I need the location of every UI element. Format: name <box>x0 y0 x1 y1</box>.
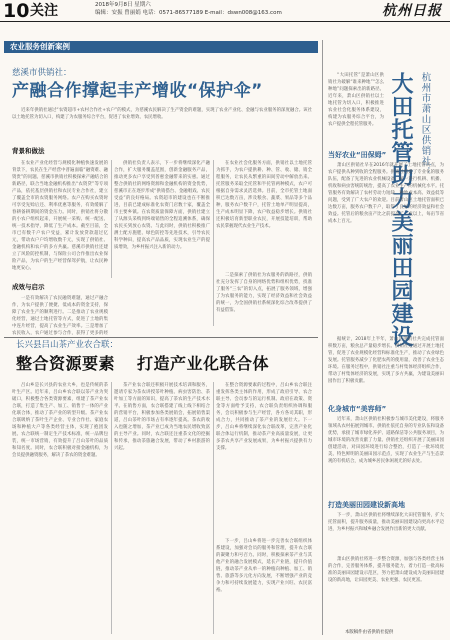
article2-col2 <box>114 382 210 634</box>
article1-subhead-results: 成效与启示 <box>12 283 45 291</box>
article3-body5-box <box>328 556 444 626</box>
article1-body2: 供销社负责人表示，下一步将继续深化产融合作，扩大服务覆盖范围，创新金融服务产品，推动更多农户享受到普惠金融带来的实惠。通过整合供销社的网络资源和金融机构的资金优势，慈溪市正在逐步形成“供销搭台、金融唱戏、农民受益”的良好格局。农资超市的建设也在不断推进，目前已建成标准化农资门店数十家，覆盖全市主要乡镇。在农资质量保障方面，供销社建立了从源头采购到终端销售的全程追溯体系，确保农民买到放心农资。与此同时，供销社积极推广测土配方施肥、绿色防控等先进技术，引导农民科学种田，提高农产品品质，实现农业生产的提质增效，为乡村振兴注入新的动力。 <box>114 161 210 250</box>
article3-body2: 据统计，2018年上半年，萧山区供销社共完成托管面积数万亩，粮食总产量稳步增长。供销社还通过开展土地托管，促进了农业规模化经营和标准化生产，推动了农业绿色发展。托管服务减少了化肥农药的使用量，改善了农业生态环境。在服务过程中，供销社注重与村集体经济组织合作，带动了村集体经济的发展，实现了多方共赢，为建设美丽田园作出了积极贡献。 <box>328 337 444 384</box>
article3-body4: 下一步，萧山区供销社将继续深化大田托管服务，扩大托管面积，提升服务质量，推动美丽田园建设向更高水平迈进，为乡村振兴和城乡融合发展作出新的更大贡献。 <box>328 513 444 532</box>
article1-subhead-background: 背景和做法 <box>12 147 45 155</box>
article3-body4-box <box>328 512 444 554</box>
article2-body2: 茶产业农合联还积极开展技术培训和服务，邀请专家为茶农讲授茶叶种植、病虫害防治、茶叶加工等方面的知识，提高了茶农的生产技术水平。在销售方面，农合联搭建了线上线下相结合的营销平台，积极参加各类展销会，拓展销售渠道，吕山茶叶的市场占有率逐年提高。茶农的收入也随之增加，茶产业已成为当地农民增收致富的主导产业。同时，农合联还注重茶文化的挖掘和传承，推动茶旅融合发展，带动了乡村旅游的兴起。 <box>114 383 210 451</box>
article2-col3-lower <box>216 538 312 634</box>
article1-body1: 在农业产业化经营与规模化种植快速发展的背景下，农民在生产经营中普遍面临“融资难、融资贵”的问题。慈溪市供销社积极探索产融结合的新路径，联合当地金融机构推出“农资贷”等专项产品，依托基层供销社和农民专业合作社，建立了覆盖全市的农资服务网络。农户在购买农资时可享受先赊后还、利率优惠等服务，有效缓解了春耕备耕期间的资金压力。同时，供销社将分散的小农户组织起来，开展统一采购、统一配送、统一技术指导，降低了生产成本。截至目前，全市已有数千户农户受益，累计发放贷款超过亿元，带动农户户均增收数千元，实现了供销社、金融机构和农户的多方共赢。慈溪市供销社还建立了风险防控机制，与保险公司合作推出农业保险产品，为农户的生产经营保驾护航，让农民种地更安心。 <box>12 161 108 271</box>
page-editor-line: 编辑：安振 曾丽娟 电话：0571-86577189 E-mail：dswn008@163.com <box>95 10 282 16</box>
page-number: 10 <box>3 0 30 22</box>
article3-body3: 近年来，萧山区供销社积极参与城市美化建设，将服务领域从农村拓展到城市。供销社依托自身的专业队伍和设备优势，承接了城市绿化养护、道路保洁等公共服务项目，为城市环境的改善贡献了力量。供销社还组织开展了美丽田园创建活动，对田园环境进行综合整治，打造了一批环境优美、特色鲜明的美丽田园示范点，实现了农业生产与生态景观的有机结合，成为城乡居民休闲观光的好去处。 <box>328 417 444 464</box>
article3-kicker: 杭州市萧山区供销社： <box>419 72 431 177</box>
article3-intro: “大田托管”是萧山区供销社为破解“谁来种地”“怎么种地”问题探索出的新路径。近年来，萧山区供销社以土地托管为切入口，积极推进农业社会化服务体系建设，构建为农服务综合平台，为农户提供全程托管服务。 <box>328 73 384 127</box>
article2-body4: 下一步，吕山乡将进一步完善农合联组织体系建设，加强对会员的服务和管理，提升农合联的凝聚力和号召力。同时，积极探索茶产业与其他产业的融合发展模式，延长产业链，提升价值链，推动茶产业从单一的种植向种植、加工、销售、旅游等多元化方向发展，不断增强产业的竞争力和可持续发展能力，实现产业兴旺、农民富裕。 <box>216 539 312 593</box>
article3-subhead-1: 当好农业“田保姆” <box>328 151 387 159</box>
column-divider <box>213 382 214 634</box>
article3-body1-box <box>328 162 444 334</box>
article2-headline-part1: 整合资源要素 <box>16 354 116 373</box>
article2-headline-part2: 打造产业化联合体 <box>137 354 270 373</box>
article1-headline: 产融合作撑起丰产增收“保护伞” <box>12 81 263 101</box>
article1-lead-text: 近来年供销社通过“农资超市+农村合作社+农户”的模式，为慈溪农民解决了生产资金的难题，实现了农业产业化、金融与农业服务的深度融合。该社以土地托管为切入口，构建了为农服务综合平台，促进了农业增效、农民增收。 <box>12 108 312 120</box>
article3-body3-box <box>328 416 444 496</box>
article1-body3: 在农业社会化服务方面，供销社以土地托管为抓手，为农户提供耕、种、管、收、储、销全程服务，让农民从繁重的田间劳动中解放出来。托管服务采取全托管和半托管两种模式，农户可根据自身需求灵活选择。目前，全市托管土地面积已达数万亩，涉及粮食、蔬菜、果品等多个品种，服务农户数千户，托管土地单产明显提高，生产成本明显下降，农户收益稳步增长。供销社还积极培育新型职业农民，开展技能培训，帮助农民掌握现代农业生产技术。 <box>216 161 312 229</box>
masthead <box>0 0 450 22</box>
page-date: 2018年9月8日 星期六 <box>95 2 151 8</box>
article1-col2 <box>114 160 210 326</box>
column-divider <box>111 160 112 278</box>
article3-body2-box <box>328 336 444 400</box>
article2-kicker: 长兴县吕山茶产业农合联： <box>16 340 119 350</box>
article1-body5: 二是探索了供销社为农服务的新路径，供销社充分发挥了自身的网络优势和组织优势，找准了服务“三农”的切入点，拓展了服务领域，增强了为农服务的能力，实现了经济效益和社会效益的统一，为全国供销社系统深化综合改革提供了有益借鉴。 <box>216 273 312 313</box>
article3-body1: 萧山区供销社早在2016年就开展了土地托管试点，为农户提供从种到收的全程服务。供销社组建了专业化的服务队伍，配备了先进的农业机械设备，统一进行机耕、机播、机收和病虫害统防统治，提高了农业生产的机械化水平。托管服务有效解决了农村劳动力短缺、种地成本高、效益低等问题，受到了广大农户的欢迎。目前萧山区土地托管面积已达数万亩，服务农户数千户，取得了良好的经济效益和社会效益。托管后的粮食亩产比之前提高了一成以上，每亩节省成本上百元。 <box>328 163 444 224</box>
newspaper-logo: 杭州日报 <box>382 3 442 19</box>
article-separator <box>4 337 318 338</box>
article3-body5: 萧山区供销社将进一步整合资源，加强与各类经营主体的合作，完善服务体系，提升服务能力，着力打造一批高标准的美丽田园建设示范区，努力把萧山建设成为美丽田园建设的新高地，让田园更美、农业更强、农民更富。 <box>328 557 444 583</box>
article2-headline <box>16 353 269 375</box>
article2-col3 <box>216 382 312 532</box>
article3-intro-box <box>328 72 384 144</box>
page-meta <box>95 1 295 17</box>
column-divider <box>213 160 214 326</box>
article1-col3 <box>216 160 312 270</box>
article2-body3: 在整合资源要素的过程中，吕山乡农合联注重发挥各类主体的作用，形成了政府引导、农合联主导、会员参与的运行机制。政府在政策、资金等方面给予支持，农合联负责组织协调和服务，会员积极参与生产经营，各方各司其职，形成合力，共同推动了茶产业的发展壮大。下一步，吕山乡将继续深化农合联改革，完善产业化联合体运行机制，推动茶产业高质量发展，让更多茶农共享产业发展成果，为乡村振兴提供有力支撑。 <box>216 383 312 451</box>
page-column-divider <box>322 40 323 635</box>
article2-body1: 吕山乡是长兴县的农业大乡，也是传统的茶叶生产区。近年来，吕山乡农合联以茶产业为突破口，积极整合各类资源要素，组建了茶产业农合联，打造了集生产、加工、销售于一体的产业化联合体，推动了茶产业的转型升级。茶产业农合联吸纳了茶叶生产企业、专业合作社、家庭农场和种植大户等各类经营主体，实现了抱团发展。农合联统一制定生产技术标准，统一品牌包装，统一市场营销，有效提升了吕山茶叶的品质和知名度。同时，农合联积极对接金融机构，为会员提供融资服务，解决了茶农的资金难题。 <box>12 383 108 458</box>
article1-col3-lower <box>216 272 312 326</box>
article2-col1 <box>12 382 108 634</box>
article1-lead <box>12 107 312 135</box>
column-divider <box>111 382 112 634</box>
article1-kicker: 慈溪市供销社： <box>12 68 72 78</box>
article3-subhead-2: 化身城市“美容师” <box>328 405 387 413</box>
section-tag: 农业服务创新案例 <box>4 41 318 53</box>
article1-col1-lower <box>12 295 108 335</box>
source-footnote: 本版稿件由省供销社提供 <box>345 630 394 635</box>
article3-subhead-3: 打造美丽田园建设新高地 <box>328 501 405 509</box>
page-section: 关注 <box>30 3 58 19</box>
article1-col1 <box>12 160 108 278</box>
article1-body4: 一是有效解决了农民融资难题，通过产融合作，为农户提供了便捷、低成本的资金支持，保障了农业生产的顺利进行。二是推动了农业规模化经营，通过土地托管等方式，促进了土地的集中连片经营，提高了农业生产效率。三是增加了农民收入，农户通过参与合作，获得了更多的经 <box>12 296 108 335</box>
article3-headline: 大田托管助力美丽田园建设 <box>388 72 413 348</box>
